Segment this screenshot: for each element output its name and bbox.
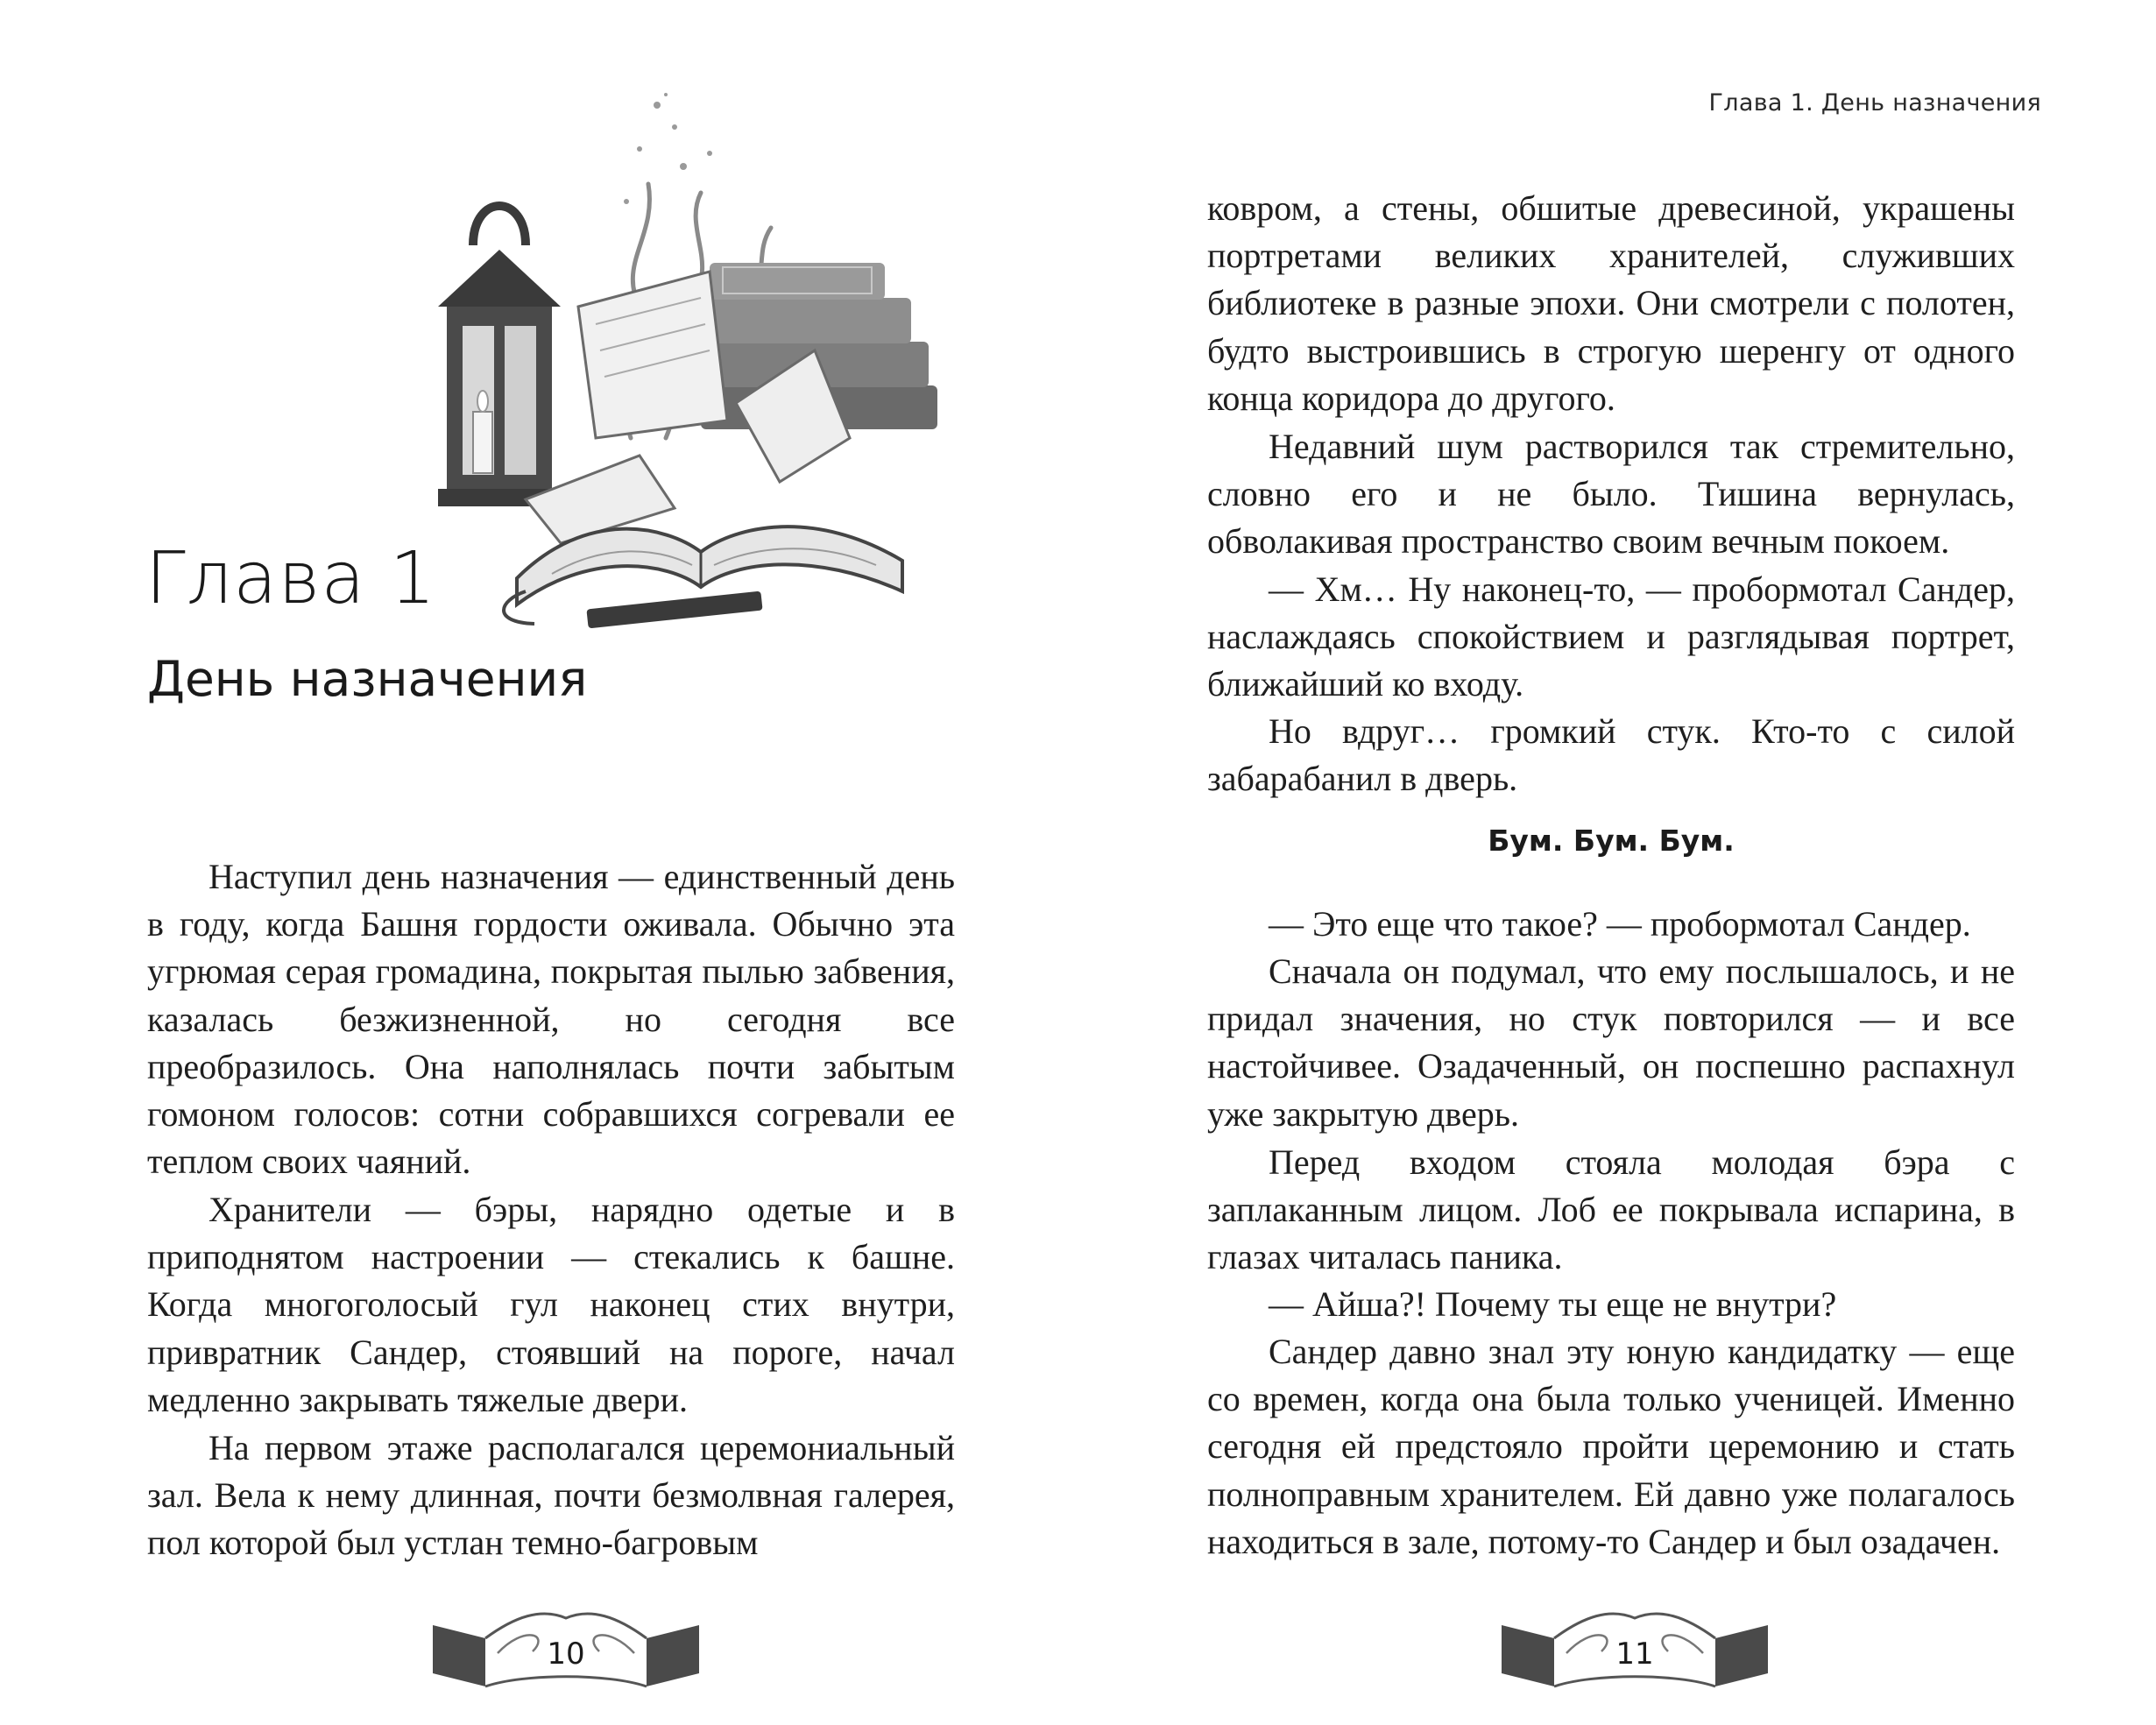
sound-effect: Бум. Бум. Бум.: [1488, 824, 1735, 858]
page-footer: [428, 1599, 704, 1699]
page-number: 10: [547, 1637, 585, 1672]
paragraph: На первом этаже располагался церемониальный зал. Вела к нему длинная, почти безмолвная галерея, пол которой был устлан темно-багровым: [147, 1428, 955, 1563]
paragraph: Хранители — бэры, нарядно одетые и в приподнятом настроении — стекались к башне. Когда многоголосый гул наконец стих внутри, привратник Сандер, стоявший на пороге, начал медленно закрывать тяжелые двери.: [147, 1190, 955, 1419]
bookmark-icon: [504, 591, 763, 629]
paragraph: Перед входом стояла молодая бэра с заплаканным лицом. Лоб ее покрывала испарина, в глазах читалась паника.: [1207, 1142, 2015, 1277]
paragraph: Но вдруг… громкий стук. Кто-то с силой забарабанил в дверь.: [1207, 711, 2015, 799]
paragraph: Наступил день назначения — единственный день в году, когда Башня гордости оживала. Обычно эта угрюмая серая громадина, покрытая пылью забвения, казалась безжизненной, но сегодня все преобразилось. Она наполнялась почти забытым гомоном голосов: сотни собравшихся согревали ее теплом своих чаяний.: [147, 857, 955, 1182]
paragraph: — Это еще что такое? — пробормотал Сандер.: [1269, 904, 1971, 944]
paragraph: — Хм… Ну наконец-то, — пробормотал Сандер, наслаждаясь спокойствием и разглядывая портрет, ближайший ко входу.: [1207, 569, 2015, 704]
lantern-icon: [438, 206, 561, 506]
paragraph: — Айша?! Почему ты еще не внутри?: [1269, 1284, 1837, 1324]
chapter-number-heading: Глава 1: [145, 537, 436, 620]
paragraph: Сначала он подумал, что ему послышалось, и не придал значения, но стук повторился — и все настойчивее. Озадаченный, он поспешно распахнул уже закрытую дверь.: [1207, 951, 2015, 1134]
paragraph: Недавний шум растворился так стремительно, словно его и не было. Тишина вернулась, обволакивая пространство своим вечным покоем.: [1207, 427, 2015, 562]
paragraph: ковром, а стены, обшитые древесиной, украшены портретами великих хранителей, служивших библиотеке в разные эпохи. Они смотрели с полотен, будто выстроившись в строгую шеренгу от одного конца коридора до другого.: [1207, 188, 2015, 418]
lantern-books-illustration: [412, 88, 972, 631]
running-head: Глава 1. День назначения: [1708, 89, 2041, 117]
right-page: [1078, 0, 2156, 1725]
chapter-title: День назначения: [147, 651, 588, 707]
page-number: 11: [1615, 1637, 1654, 1672]
paragraph: Сандер давно знал эту юную кандидатку — еще со времен, когда она была только ученицей. Именно сегодня ей предстояло пройти церемонию и стать полноправным хранителем. Ей давно уже полагалось находиться в зале, потому-то Сандер и был озадачен.: [1207, 1332, 2015, 1561]
open-book-icon: [517, 527, 902, 604]
page-footer: [1496, 1599, 1773, 1699]
